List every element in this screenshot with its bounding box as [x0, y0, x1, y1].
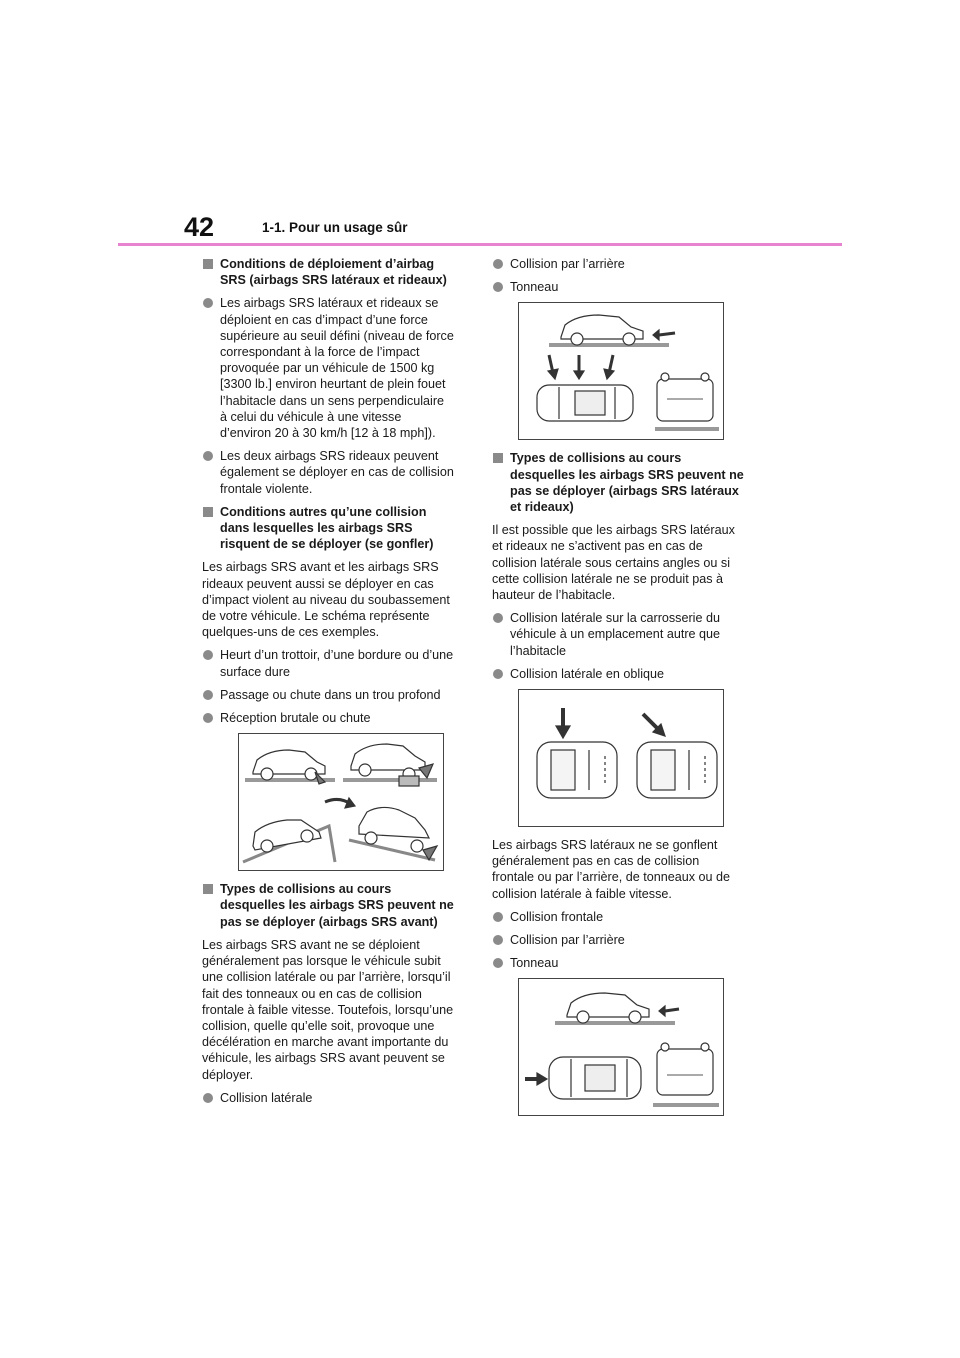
- bullet-item: Collision par l’arrière: [492, 256, 744, 272]
- round-bullet-icon: [493, 282, 503, 292]
- round-bullet-icon: [203, 690, 213, 700]
- paragraph: Les airbags SRS latéraux ne se gonflent généralement pas en cas de collision frontale ou par l’arrière, de tonneaux ou de collision latérale à faible vitesse.: [492, 838, 731, 901]
- round-bullet-icon: [203, 298, 213, 308]
- round-bullet-icon: [493, 259, 503, 269]
- round-bullet-icon: [203, 1093, 213, 1103]
- figure-front-rear-rollover: [518, 978, 724, 1116]
- page-number: 42: [184, 212, 215, 242]
- figure-side-oblique: [518, 689, 724, 827]
- square-bullet-icon: [203, 507, 213, 517]
- round-bullet-icon: [203, 451, 213, 461]
- paragraph: Les airbags SRS avant ne se déploient généralement pas lorsque le véhicule subit une collision latérale ou par l’arrière, lorsqu’il fait des tonneaux ou en cas de collision frontale à faible vitesse. Toutefois, lorsqu’une collision, quelle qu’elle soit, provoque une décélération en marche avant importante du véhicule, les airbags SRS avant peuvent se déployer.: [202, 937, 454, 1082]
- header-rule: [118, 243, 842, 246]
- bullet-item: Collision latérale en oblique: [492, 666, 744, 682]
- heading-side-curtain-no-deploy: Types de collisions au cours desquelles les airbags SRS peuvent ne pas se déployer (airbags SRS latéraux et rideaux): [492, 450, 744, 515]
- heading-front-airbag-no-deploy: Types de collisions au cours desquelles les airbags SRS peuvent ne pas se déployer (airbags SRS avant): [202, 881, 454, 930]
- round-bullet-icon: [493, 669, 503, 679]
- section-title: 1-1. Pour un usage sûr: [262, 220, 408, 235]
- paragraph: Il est possible que les airbags SRS latéraux et rideaux ne s’activent pas en cas de collision latérale sous certains angles ou si cette collision latérale ne se produit pas à hauteur de l’habitacle.: [492, 523, 735, 603]
- bullet-item: Les deux airbags SRS rideaux peuvent également se déployer en cas de collision frontale violente.: [202, 448, 454, 497]
- bullet-item: Les airbags SRS latéraux et rideaux se déploient en cas d’impact d’une force supérieure au seuil défini (niveau de force correspondant à la force de l’impact provoquée par un véhicule de 1500 kg [3300 lb.] environ heurtant de plein fouet l’habitacle dans un sens perpendiculaire à celui du véhicule à une vitesse d’environ 20 à 30 km/h [12 à 18 mph]).: [202, 295, 454, 441]
- round-bullet-icon: [493, 912, 503, 922]
- figure-side-rear-rollover: [518, 302, 724, 440]
- heading-side-curtain-deploy-conditions: Conditions de déploiement d’airbag SRS (airbags SRS latéraux et rideaux): [202, 256, 454, 288]
- heading-non-collision-deploy: Conditions autres qu’une collision dans lesquelles les airbags SRS risquent de se déployer (se gonfler): [202, 504, 454, 553]
- square-bullet-icon: [203, 259, 213, 269]
- round-bullet-icon: [203, 650, 213, 660]
- bullet-item: Passage ou chute dans un trou profond: [202, 687, 454, 703]
- bullet-item: Collision frontale: [492, 909, 744, 925]
- bullet-item: Collision latérale sur la carrosserie du véhicule à un emplacement autre que l’habitacle: [492, 610, 744, 659]
- bullet-item: Collision latérale: [202, 1090, 454, 1106]
- round-bullet-icon: [203, 713, 213, 723]
- round-bullet-icon: [493, 935, 503, 945]
- paragraph: Les airbags SRS avant et les airbags SRS rideaux peuvent aussi se déployer en cas d’impact violent au niveau du soubassement de votre véhicule. Le schéma représente quelques-uns de ces exemples.: [202, 560, 450, 640]
- left-column: [202, 256, 454, 1113]
- right-column: [492, 256, 744, 1126]
- square-bullet-icon: [203, 884, 213, 894]
- figure-underbody-impacts: [238, 733, 444, 871]
- bullet-item: Réception brutale ou chute: [202, 710, 454, 726]
- bullet-item: Heurt d’un trottoir, d’une bordure ou d’une surface dure: [202, 647, 454, 679]
- round-bullet-icon: [493, 613, 503, 623]
- bullet-item: Collision par l’arrière: [492, 932, 744, 948]
- square-bullet-icon: [493, 453, 503, 463]
- bullet-item: Tonneau: [492, 955, 744, 971]
- bullet-item: Tonneau: [492, 279, 744, 295]
- round-bullet-icon: [493, 958, 503, 968]
